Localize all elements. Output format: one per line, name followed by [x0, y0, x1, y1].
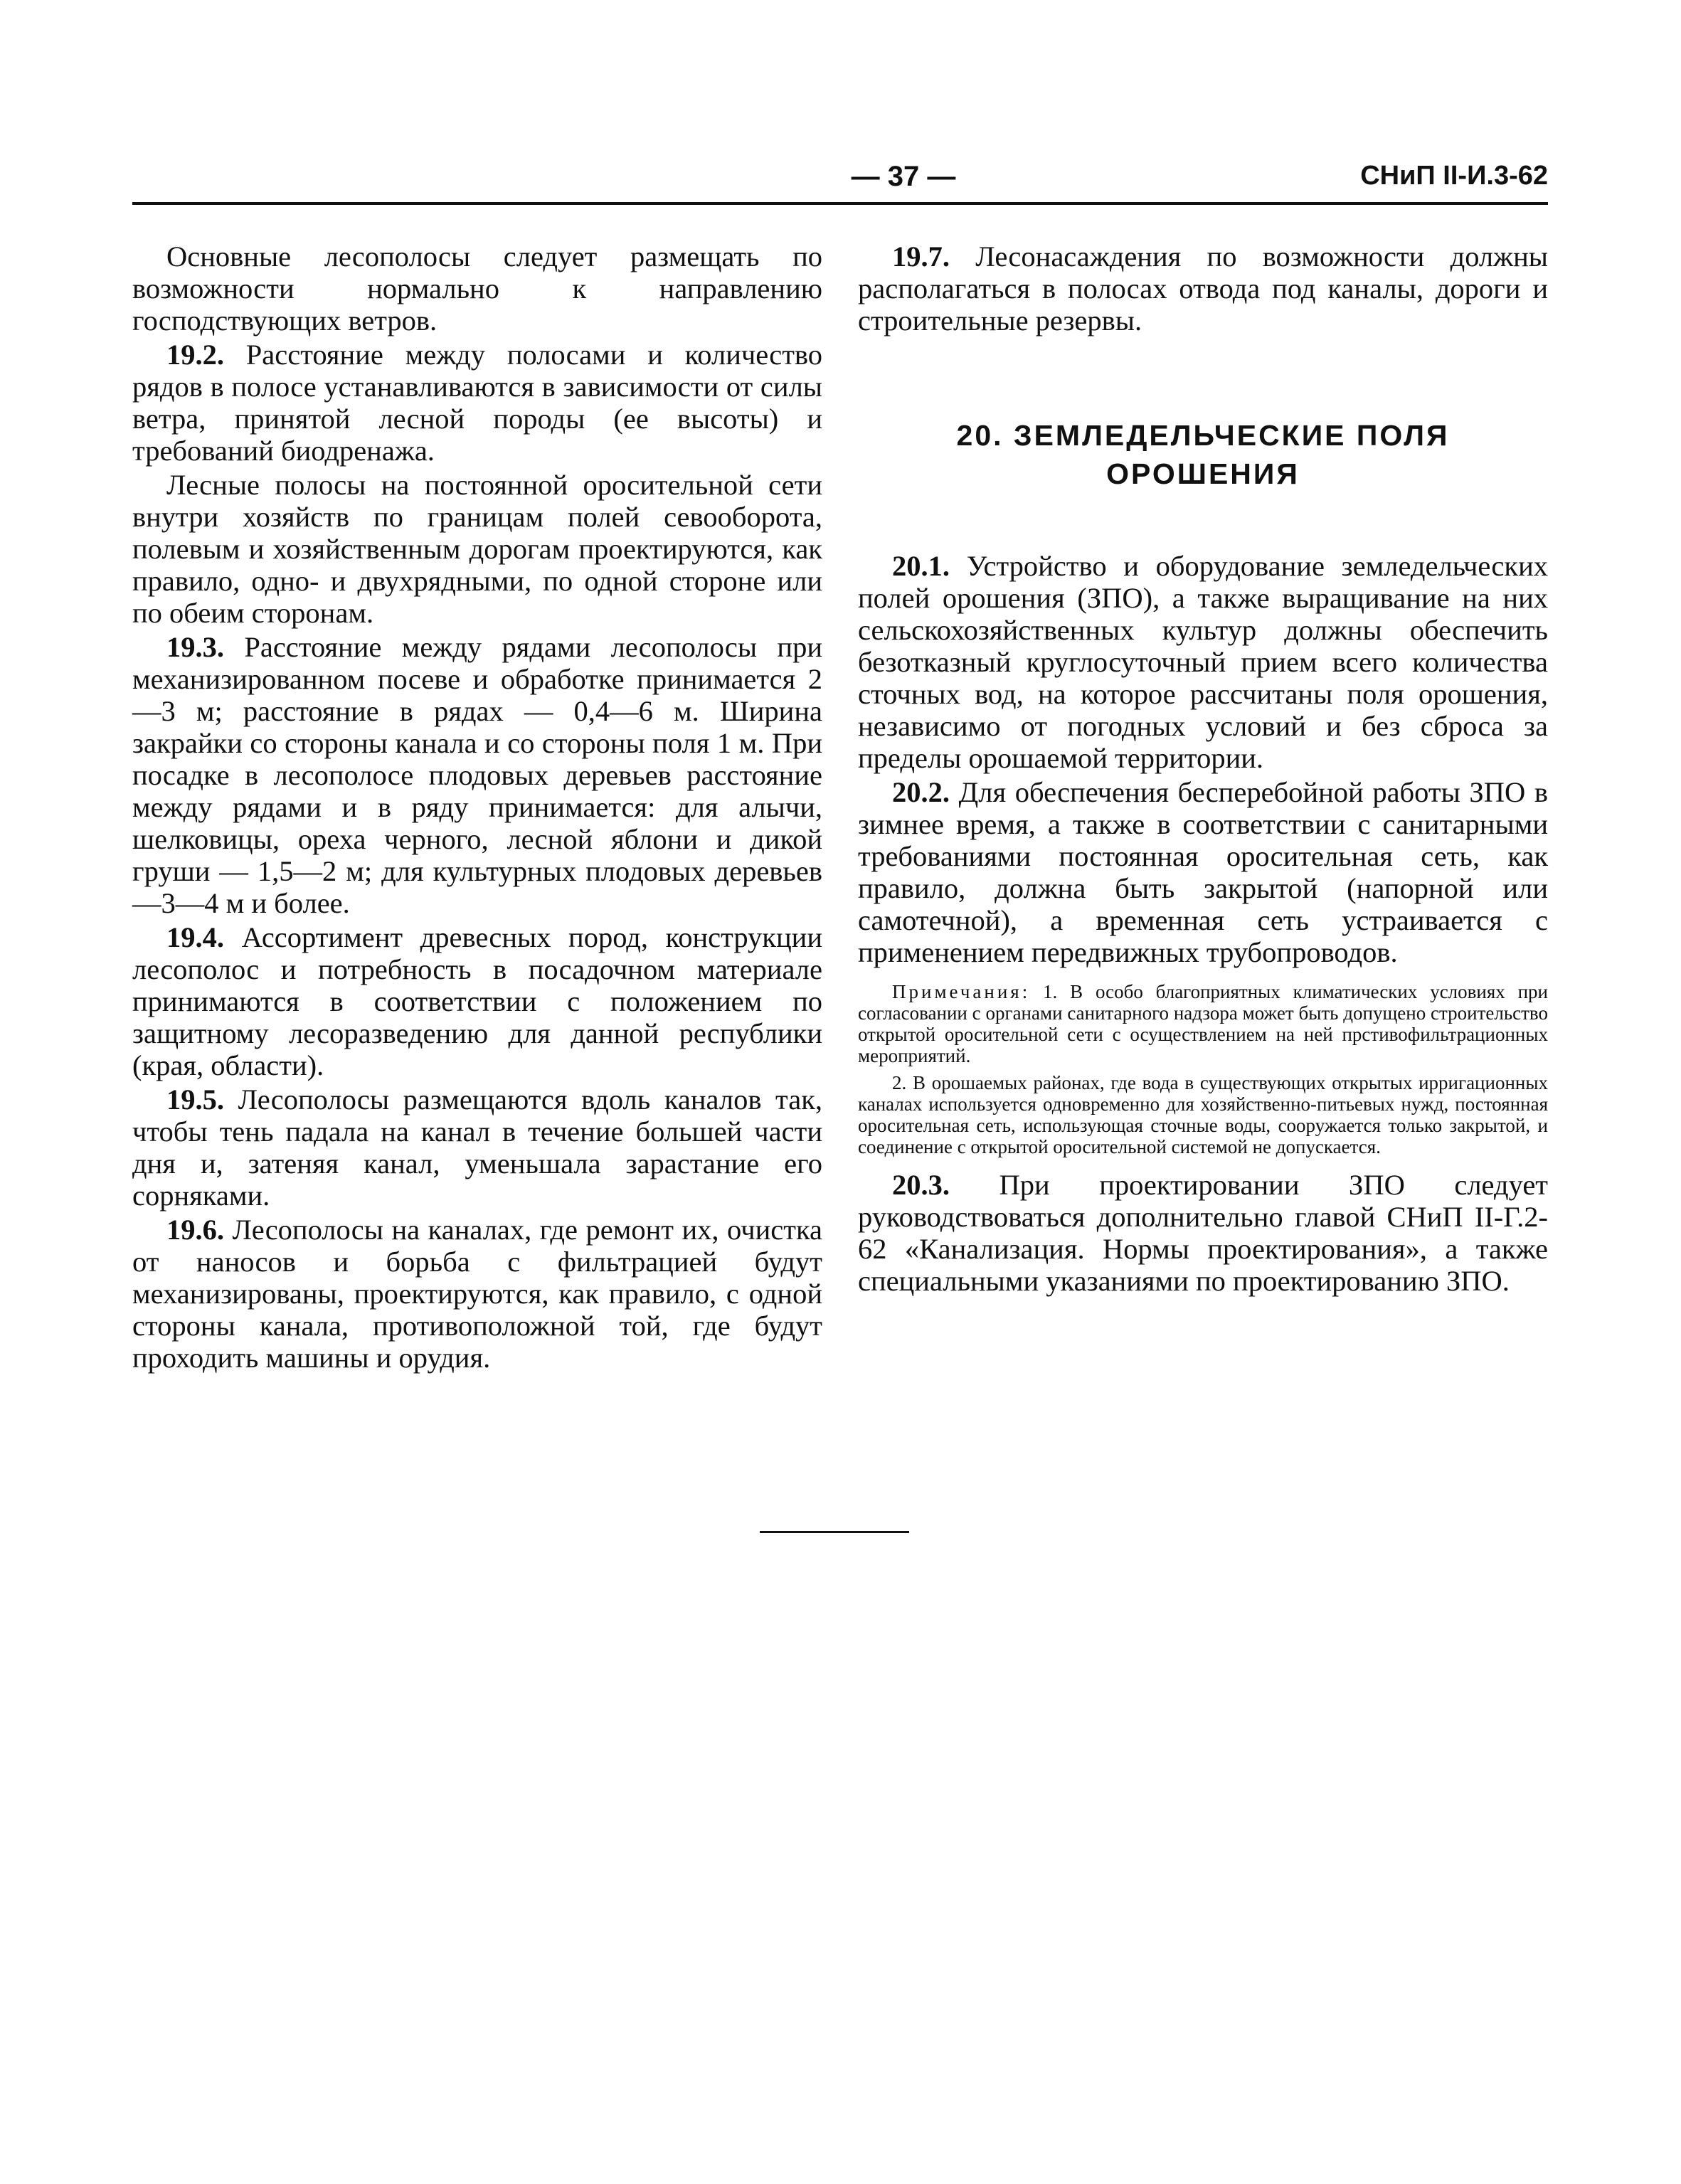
paragraph-20-3: 20.3. При проектировании ЗПО следует руководствоваться дополнительно главой СНиП II-Г.2-62 «Канализация. Нормы проектирования», а также специальными указаниями по проектированию ЗПО.	[858, 1169, 1548, 1297]
clause-number: 20.3.	[892, 1169, 950, 1201]
paragraph-19-5: 19.5. Лесополосы размещаются вдоль каналов так, чтобы тень падала на канал в течение большей части дня и, затеняя канал, уменьшала зарастание его сорняками.	[132, 1083, 822, 1212]
section-title: 20. ЗЕМЛЕДЕЛЬЧЕСКИЕ ПОЛЯ ОРОШЕНИЯ	[956, 419, 1450, 490]
paragraph-20-2: 20.2. Для обеспечения бесперебойной работы ЗПО в зимнее время, а также в соответствии с санитарными требованиями постоянная оросительная сеть, как правило, должна быть закрытой (напорной или самотечной), а временная сеть устраивается с применением передвижных трубопроводов.	[858, 776, 1548, 968]
end-of-text-rule	[760, 1531, 909, 1533]
clause-number: 20.2.	[892, 776, 950, 808]
clause-number: 19.7.	[892, 240, 950, 272]
page-number: — 37 —	[851, 161, 956, 192]
page-header	[132, 161, 1548, 203]
paragraph-19-7: 19.7. Лесонасаждения по возможности должны располагаться в полосах отвода под каналы, дороги и строительные резервы.	[858, 240, 1548, 336]
clause-number: 19.6.	[166, 1214, 224, 1246]
clause-number: 20.1.	[892, 550, 950, 582]
notes-label: Примечания:	[892, 981, 1031, 1002]
header-rule	[132, 202, 1548, 205]
paragraph-19-3: 19.3. Расстояние между рядами лесополосы при механизированном посеве и обработке принимается 2—3 м; расстояние в рядах — 0,4—6 м. Ширина закрайки со стороны канала и со стороны поля 1 м. При посадке в лесополосе плодовых деревьев расстояние между рядами и в ряду принимается: для алычи, шелковицы, ореха черного, лесной яблони и дикой груши — 1,5—2 м; для культурных плодовых деревьев —3—4 м и более.	[132, 631, 822, 919]
clause-number: 19.2.	[166, 339, 224, 371]
paragraph-20-1: 20.1. Устройство и оборудование земледельческих полей орошения (ЗПО), а также выращивание на них сельскохозяйственных культур должны обеспечить безотказный круглосуточный прием всего количества сточных вод, на которое рассчитаны поля орошения, независимо от погодных условий и без сброса за пределы орошаемой территории.	[858, 550, 1548, 774]
note-1: Примечания: 1. В особо благоприятных климатических условиях при согласовании с органами санитарного надзора может быть допущено строительство открытой оросительной сети с осуществлением на ней прстивофильтрационных мероприятий.	[858, 981, 1548, 1066]
left-column	[132, 240, 822, 1374]
paragraph-19-2: 19.2. Расстояние между полосами и количество рядов в полосе устанавливаются в зависимости от силы ветра, принятой лесной породы (ее высоты) и требований биодренажа.	[132, 339, 822, 467]
paragraph-19-4: 19.4. Ассортимент древесных пород, конструкции лесополос и потребность в посадочном материале принимаются в соответствии с положением по защитному лесоразведению для данной республики (края, области).	[132, 921, 822, 1081]
paragraph-19-6: 19.6. Лесополосы на каналах, где ремонт их, очистка от наносов и борьба с фильтрацией будут механизированы, проектируются, как правило, с одной стороны канала, противоположной той, где будут проходить машины и орудия.	[132, 1214, 822, 1374]
notes-block	[858, 981, 1548, 1157]
clause-number: 19.5.	[166, 1083, 224, 1115]
document-code: СНиП II-И.3-62	[1360, 161, 1548, 191]
clause-number: 19.3.	[166, 631, 224, 663]
clause-number: 19.4.	[166, 921, 224, 953]
paragraph-forest-strips-placement: Основные лесополосы следует размещать по возможности нормально к направлению господствующих ветров.	[132, 240, 822, 336]
right-column	[858, 240, 1548, 1297]
paragraph-forest-strips-network: Лесные полосы на постоянной оросительной сети внутри хозяйств по границам полей севооборота, полевым и хозяйственным дорогам проектируются, как правило, одно- и двухрядными, по одной стороне или по обеим сторонам.	[132, 469, 822, 629]
note-2: 2. В орошаемых районах, где вода в существующих открытых ирригационных каналах используется одновременно для хозяйственно-питьевых нужд, постоянная оросительная сеть, использующая сточные воды, сооружается только закрытой, и соединение с открытой оросительной системой не допускается.	[858, 1072, 1548, 1157]
